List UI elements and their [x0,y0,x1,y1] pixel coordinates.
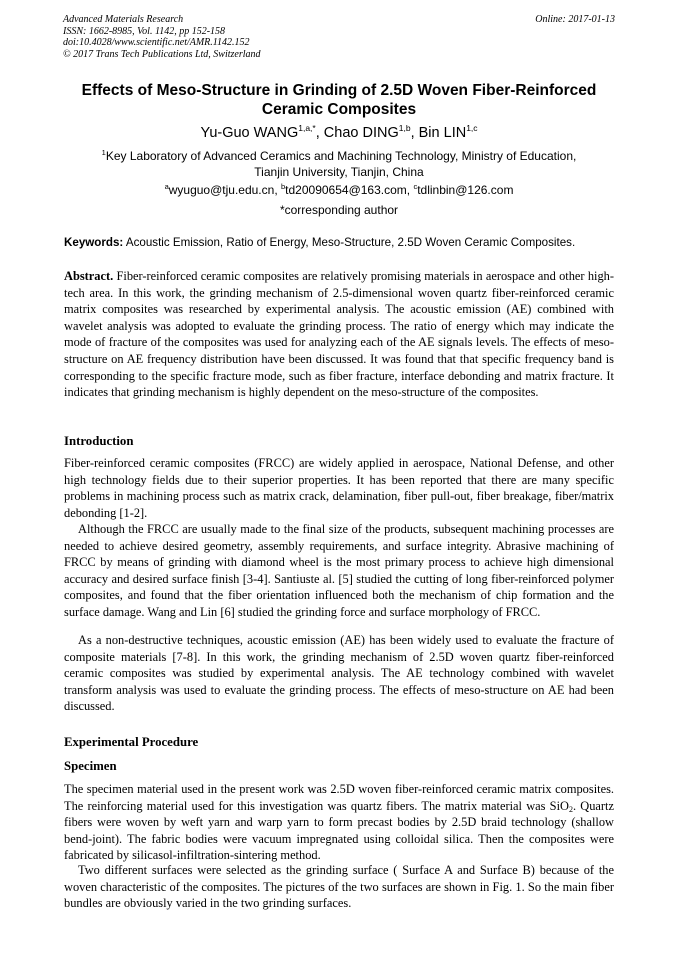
affiliation-sup: 1 [101,148,106,157]
keywords-text: Acoustic Emission, Ratio of Energy, Meso-Structure, 2.5D Woven Ceramic Composites. [123,236,576,249]
author-sup: 1,a,* [298,123,316,133]
intro-paragraph-1: Fiber-reinforced ceramic composites (FRCC) are widely applied in aerospace, National Defense, and other high technology fields due to their superior properties. It has been reported that there are many specific problems in machining process such as matrix crack, delamination, fiber pull-out, fiber breakage, fiber/matrix debonding [1-2]. [64,456,614,520]
abstract-text: Fiber-reinforced ceramic composites are relatively promising materials in aerospace and other high-tech area. In this work, the grinding mechanism of 2.5-dimensional woven quartz fiber-reinforced ceramic matrix composites was researched by experimental analysis. The acoustic emission (AE) combined with wavelet analysis was adopted to evaluate the grinding process. The ratio of energy which may indicate the mode of fracture of the composites was used for analyzing each of the AE signals levels. The effects of meso-structure on AE frequency distribution have been discussed. It was found that that specific frequency band is corresponding to the specific fracture mode, such as fiber fracture, interface debonding and matrix fracture. It indicates that grinding mechanism is highly dependent on the meso-structure of the composites. [64,269,614,400]
issn-line: ISSN: 1662-8985, Vol. 1142, pp 152-158 [63,25,226,37]
online-date: Online: 2017-01-13 [535,14,615,25]
abstract-paragraph [64,268,614,401]
email-link[interactable]: td20090654@163.com [285,183,407,197]
copyright-line: © 2017 Trans Tech Publications Ltd, Switzerland [63,48,261,60]
author-sup: 1,c [466,123,478,133]
author-sup: 1,b [398,123,411,133]
affiliation-line-2: Tianjin University, Tianjin, China [254,165,424,179]
corresponding-author-note: *corresponding author [279,203,399,217]
author-name: Yu-Guo WANG [200,125,299,141]
specimen-paragraph-1: The specimen material used in the present work was 2.5D woven fiber-reinforced ceramic matrix composites. The reinforcing material used for this investigation was quartz fibers. The matrix material was SiO$_2$. Quartz fibers were woven by weft yarn and warp yarn to form precast bodies by 2.5D braid technology (shallow bend-joint). The fabric bodies were vacuum impregnated using colloidal silica. Then the composites were fabricated by silicasol-infiltration-sintering method. [64,782,614,863]
author-name: Bin LIN [418,125,467,141]
doi-line: doi:10.4028/www.scientific.net/AMR.1142.152 [63,37,250,49]
specimen-subheading: Specimen [64,759,117,773]
journal-name: Advanced Materials Research [63,14,184,25]
keywords [64,236,616,250]
author-name: Chao DING [323,125,399,141]
affiliation-line-1: Key Laboratory of Advanced Ceramics and Machining Technology, Ministry of Education, [105,149,577,163]
experimental-heading: Experimental Procedure [64,735,199,749]
author-list: Yu-Guo $WANG^{1,a,*}$, Chao DING$^{1,b}$, Bin LIN$^{1,c}$ [200,123,478,141]
page-header [63,14,615,60]
introduction-heading: Introduction [64,434,134,448]
specimen-paragraph-2: Two different surfaces were selected as the grinding surface ( Surface A and Surface B) because of the woven characteristic of the composites. The pictures of the two surfaces are shown in Fig. 1. So the main fiber bundles are obviously varied in the two grinding surfaces. [64,863,614,911]
email-link[interactable]: tdlinbin@126.com [417,183,514,197]
abstract-label: Abstract. [64,269,114,283]
intro-paragraph-2: Although the FRCC are usually made to the final size of the products, subsequent machining processes are needed to achieve desired geometry, assembly requirements, and surface integrity. Abrasive machining of FRCC by means of grinding with diamond wheel is the most primary process to achieve high dimensional accuracy and desired surface finish [3-4]. Santiuste al. [5] studied the cutting of long fiber-reinforced polymer composites, and found that the fiber orientation influenced both the mechanism of chip formation and the surface damage. Wang and Lin [6] studied the grinding force and surface morphology of FRCC. [64,522,614,619]
email-link[interactable]: wyuguo@tju.edu.cn [168,183,275,197]
paper-title: Effects of Meso-Structure in Grinding of 2.5D Woven Fiber-Reinforced Ceramic Composites [81,82,597,118]
keywords-label: Keywords: [64,236,124,249]
affiliation [40,148,638,180]
intro-paragraph-3: As a non-destructive techniques, acoustic emission (AE) has been widely used to evaluate the fracture of composite materials [7-8]. In this work, the grinding mechanism of 2.5D woven quartz fiber-reinforced ceramic composites was studied by experimental analysis. The AE technology combined with wavelet transform analysis was used to evaluate the grinding process. The effects of meso-structure on AE had been discussed. [64,633,614,714]
author-emails: $^a$wyuguo@tju.edu.cn, $^b$td20090654@163.com, $^c$tdlinbin@126.com [164,182,514,197]
